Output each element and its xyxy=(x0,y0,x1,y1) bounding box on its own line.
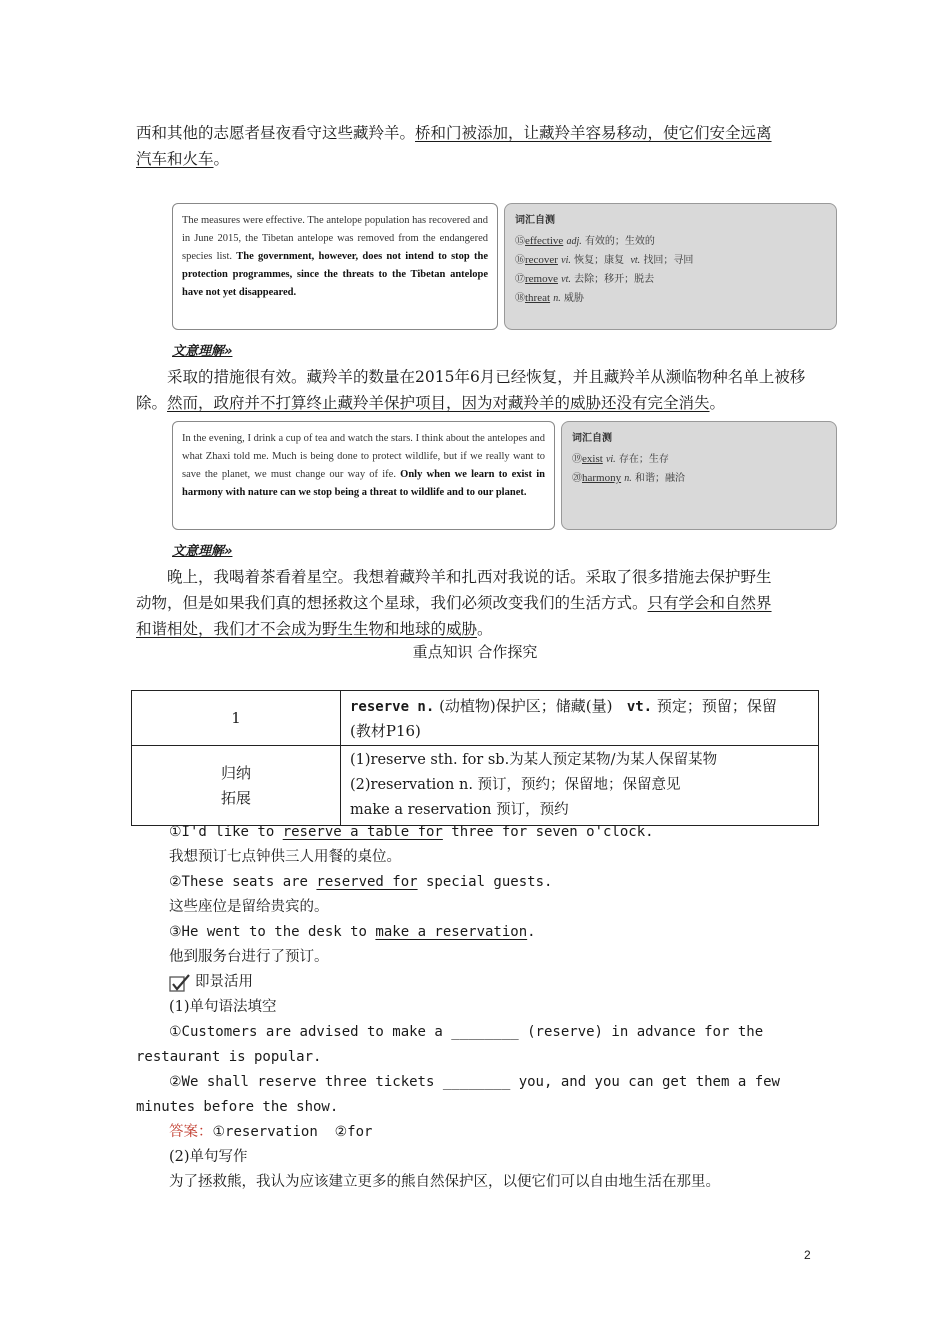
vocab-word: remove xyxy=(525,273,558,285)
example-cn: 他到服务台进行了预订。 xyxy=(169,949,329,965)
headword-pos-vt: vt. xyxy=(626,698,653,715)
answer-text: ①reservation ②for xyxy=(212,1124,373,1140)
passage-1-box xyxy=(172,203,498,330)
label-tuozhan: 拓展 xyxy=(220,788,251,807)
passage-2-box xyxy=(172,421,555,530)
intro-underlined: 桥和门被添加，让藏羚羊容易移动，使它们安全远离 xyxy=(415,124,772,142)
example-cn: 这些座位是留给贵宾的。 xyxy=(169,899,329,915)
example-en: ②These seats are reserved for special guests. xyxy=(169,874,553,890)
example-en: ①I'd like to reserve a table for three for seven o'clock. xyxy=(169,824,654,840)
checkmark-icon xyxy=(169,973,191,993)
vocab-item xyxy=(515,232,826,251)
vocab-meaning: 威胁 xyxy=(563,293,584,304)
vocab-num: ⑲ xyxy=(572,454,582,465)
answer-label: 答案： xyxy=(169,1124,213,1140)
expansion-item: (1)reserve sth. for sb.为某人预定某物/为某人保留某物 xyxy=(350,752,718,768)
translation-line xyxy=(136,564,826,590)
translation-1 xyxy=(136,364,816,416)
vocab-num: ⑯ xyxy=(515,255,525,266)
vocab-meaning: 有效的；生效的 xyxy=(584,236,655,247)
vocab-meaning: 去除；移开；脱去 xyxy=(574,274,655,285)
vocab-pos: vi. xyxy=(561,255,571,266)
passage-2-text: In the evening, I drink a cup of tea and watch the stars. I think about the antelopes and what Zhaxi told me. Much is being done to protect wildlife, but if we really want to save the planet, we must change our way of ife. xyxy=(182,433,545,480)
vocab-item xyxy=(515,270,826,289)
intro-paragraph xyxy=(136,120,826,172)
vocab-box-2 xyxy=(561,421,837,530)
headword-def-n: (动植物)保护区；储藏(量) xyxy=(439,696,613,715)
vocab-num: ⑳ xyxy=(572,473,582,484)
translation-underlined: 只有学会和自然界 xyxy=(647,594,772,612)
vocab-item xyxy=(572,469,826,488)
intro-text: 西和其他的志愿者昼夜看守这些藏羚羊。 xyxy=(136,124,416,142)
practice-heading xyxy=(136,970,826,995)
vocab-meaning: 存在；生存 xyxy=(618,454,669,465)
comprehension-label-1: 文意理解» xyxy=(172,344,233,359)
vocab-pos: vi. xyxy=(605,454,616,465)
practice-part2: (2)单句写作 xyxy=(169,1149,248,1165)
vocab-item xyxy=(515,251,826,270)
expansion-item: make a reservation 预订，预约 xyxy=(350,802,569,818)
passage-2-bold: Only when we learn to exist in harmony with nature can we stop being a threat to wildlife and to our planet. xyxy=(182,469,545,498)
question-1: ①Customers are advised to make a ________ (reserve) in advance for the xyxy=(169,1024,764,1040)
source-ref: (教材P16) xyxy=(350,721,421,740)
comprehension-label-2: 文意理解» xyxy=(172,544,233,559)
vocab-pos: n. xyxy=(553,293,561,304)
translation-underlined: 然而，政府并不打算终止藏羚羊保护项目，因为对藏羚羊的威胁还没有完全消失 xyxy=(167,394,710,412)
translation-text: 晚上，我喝着茶看着星空。我想着藏羚羊和扎西对我说的话。采取了很多措施去保护野生 xyxy=(167,568,772,586)
vocab-num: ⑮ xyxy=(515,236,525,247)
vocab-word: recover xyxy=(525,254,558,266)
practice-title: 即景活用 xyxy=(195,974,253,990)
vocab-num: ⑱ xyxy=(515,293,525,304)
translation-end: 。 xyxy=(709,394,726,412)
translation-underlined: 和谐相处，我们才不会成为野生生物和地球的威胁 xyxy=(136,620,478,638)
vocab-pos: n. xyxy=(624,473,632,484)
label-guina: 归纳 xyxy=(220,763,251,782)
key-knowledge-table xyxy=(131,690,819,826)
answer-line xyxy=(136,1120,826,1145)
headword: reserve n. xyxy=(350,698,435,715)
vocab-word: threat xyxy=(525,292,551,304)
translation-text: 动物，但是如果我们真的想拯救这个星球，我们必须改变我们的生活方式。 xyxy=(136,594,648,612)
example-en: ③He went to the desk to make a reservation. xyxy=(169,924,536,940)
translation-line xyxy=(136,590,826,616)
question-2-cont: minutes before the show. xyxy=(136,1099,339,1115)
translation-2 xyxy=(136,564,826,642)
vocab-word: effective xyxy=(525,235,564,247)
vocab-title: 词汇自测 xyxy=(572,433,612,444)
question-3: 为了拯救熊，我认为应该建立更多的熊自然保护区，以便它们可以自由地生活在那里。 xyxy=(169,1174,720,1190)
translation-text: 采取的措施很有效。藏羚羊的数量在2015年6月已经恢复，并且藏羚羊从濒临物种名单上被移除。 xyxy=(136,368,806,412)
table-number: 1 xyxy=(132,691,341,746)
table-label-cell xyxy=(132,746,341,826)
vocab-item xyxy=(515,289,826,308)
passage-1-bold: The government, however, does not intend to stop the protection programmes, since the threats to the Tibetan antelope have not yet disappeared. xyxy=(182,251,488,298)
vocab-meaning: 和谐；融洽 xyxy=(634,473,685,484)
vocab-word: exist xyxy=(582,453,603,465)
translation-end: 。 xyxy=(477,620,493,638)
vocab-meaning: 找回；寻回 xyxy=(643,255,694,266)
vocab-box-1 xyxy=(504,203,837,330)
passage-1-text: The measures were effective. The antelope population has recovered and in June 2015, the Tibetan antelope was removed from the endangered species list. xyxy=(182,215,488,262)
vocab-meaning: 恢复；康复 xyxy=(574,255,625,266)
intro-underlined-2: 汽车和火车 xyxy=(136,150,214,168)
vocab-pos: vt. xyxy=(630,255,641,266)
example-cn: 我想预订七点钟供三人用餐的桌位。 xyxy=(169,849,401,865)
intro-end: 。 xyxy=(213,150,230,168)
expansion-item: (2)reservation n. 预订，预约；保留地；保留意见 xyxy=(350,777,681,793)
practice-part1: (1)单句语法填空 xyxy=(169,999,277,1015)
table-expansion-cell xyxy=(341,746,819,826)
question-1-cont: restaurant is popular. xyxy=(136,1049,322,1065)
vocab-item xyxy=(572,450,826,469)
table-headword-cell xyxy=(341,691,819,746)
examples xyxy=(136,820,826,1195)
vocab-pos: adj. xyxy=(566,236,582,247)
question-2: ②We shall reserve three tickets ________ you, and you can get them a few xyxy=(169,1074,780,1090)
page-number: 2 xyxy=(804,1248,811,1262)
vocab-word: harmony xyxy=(582,472,622,484)
vocab-pos: vt. xyxy=(561,274,571,285)
section-title: 重点知识 合作探究 xyxy=(412,643,538,661)
vocab-title: 词汇自测 xyxy=(515,215,555,226)
headword-def-vt: 预定；预留；保留 xyxy=(656,696,777,715)
vocab-num: ⑰ xyxy=(515,274,525,285)
